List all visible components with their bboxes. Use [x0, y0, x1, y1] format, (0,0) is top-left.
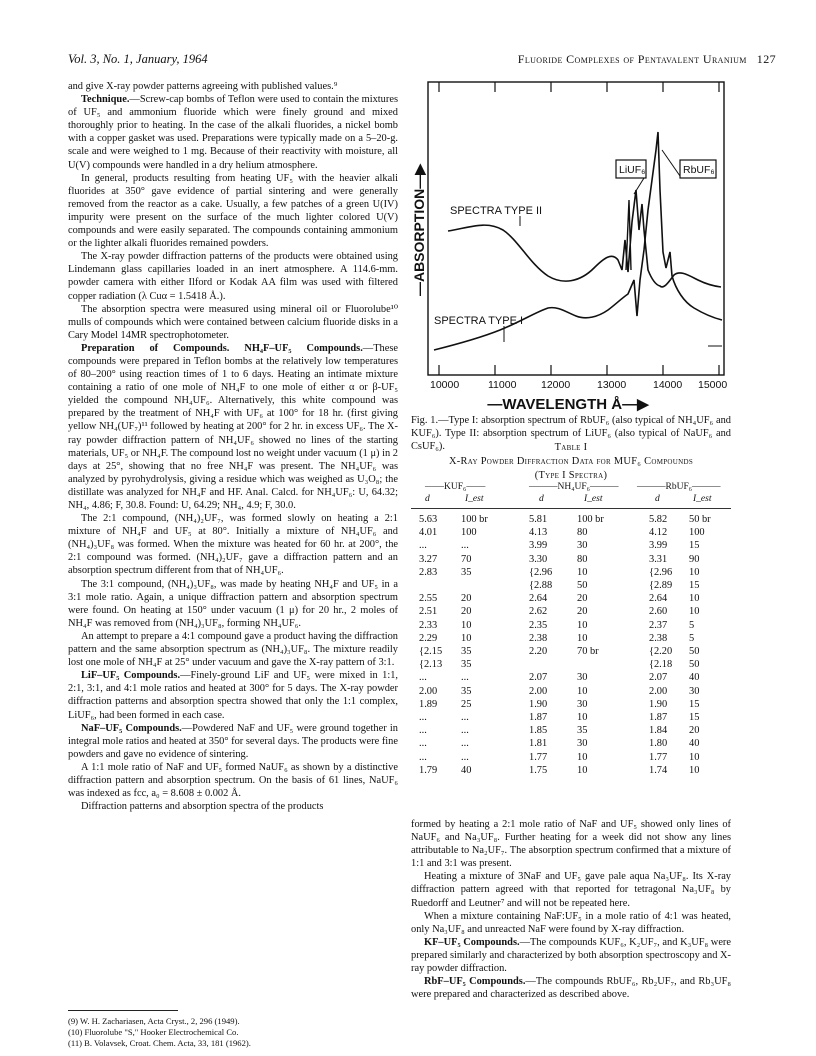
paragraph-heading: NaF–UF₅ Compounds.: [81, 722, 182, 734]
table-cell: ...: [461, 540, 469, 552]
paragraph-text: —These compounds were prepared in Teflon bombs at the relatively low temperatures of 80–200° using reaction times of 1 to 6 days. Heating an intimate mixture containing a ratio of one mole of NH₄F to one mole of either α or β-UF₅ yielded the compound NH₄UF₆. Alternatively, this white compound was prepared by the treatment of NH₄F with UF₆ at 100° for 18 hr. (first giving yellow NH₄(UF₇)¹¹ followed by heating at 200° for 2 hr. in excess UF₆. The X-ray powder diffraction pattern of NH₄UF₆ showed no lines of the starting materials, UF₅ or NH₄F. The compound lost no weight under vacuum (1 μ) in 2 days at 25°, showing that no free NH₄F was present. The NH₄UF₆ was analyzed by pyrohydrolysis, giving a residue which was weighed as U₃O₈; the distillate was analyzed for NH₄F and HF. Anal. Calcd. for NH₄UF₆: U, 64.32; NH₄, 4.86; F, 30.8. Found: U, 64.29; NH₄, 4.9; F, 30.0.: [68, 342, 398, 511]
table-cell: 2.00: [419, 685, 438, 697]
table-cell: ...: [419, 751, 427, 763]
table-cell: 4.12: [649, 527, 668, 539]
x-tick-label: 12000: [541, 379, 571, 391]
table-cell: 10: [689, 593, 700, 605]
table-cell: 1.77: [529, 751, 548, 763]
table-cell: 40: [461, 764, 472, 776]
table-cell: 80: [577, 553, 588, 565]
table-cell: 3.30: [529, 553, 548, 565]
table-cell: 4.01: [419, 527, 438, 539]
table-row: [411, 633, 731, 646]
table-cell: 70 br: [577, 646, 599, 657]
col-header-iest: I_est: [693, 494, 712, 504]
table-cell: 100 br: [461, 514, 488, 525]
table-cell: 3.99: [649, 540, 668, 552]
table-cell: {2.15: [419, 646, 443, 657]
paragraph-heading: Technique.: [81, 94, 130, 106]
table-cell: ...: [419, 725, 427, 737]
table-cell: 40: [689, 672, 700, 684]
table-group-header: ——KUF₆——: [425, 482, 486, 492]
table-cell: 1.81: [529, 738, 548, 750]
table-cell: 80: [577, 527, 588, 539]
table-cell: 30: [577, 540, 588, 552]
table-cell: 5: [689, 619, 695, 631]
table-cell: 3.99: [529, 540, 548, 552]
paragraph: [68, 93, 398, 172]
table-row: [411, 527, 731, 540]
table-cell: 10: [461, 619, 472, 631]
table-cell: 1.80: [649, 738, 668, 750]
table-cell: ...: [461, 725, 469, 737]
table-cell: 10: [461, 632, 472, 644]
footnote: (10) Fluorolube "S," Hooker Electrochemical Co.: [68, 1027, 239, 1037]
table-group-header: ———NH₄UF₆———: [529, 482, 619, 492]
table-cell: 2.00: [649, 685, 668, 697]
table-cell: 5.63: [419, 514, 438, 525]
table-cell: 2.62: [529, 606, 548, 618]
y-axis-label: —ABSORPTION—▶: [411, 163, 427, 297]
table-cell: 70: [461, 553, 472, 565]
group-rbuf6: RbUF₆: [665, 482, 693, 492]
right-column-text: [411, 818, 731, 1001]
paragraph: [68, 578, 398, 630]
table-cell: 2.20: [529, 646, 548, 657]
paragraph-text: Diffraction patterns and absorption spectra of the products: [81, 801, 324, 813]
table-cell: 2.38: [529, 632, 548, 644]
table-group-header: ———RbUF₆———: [637, 482, 721, 492]
table-cell: 1.77: [649, 751, 668, 763]
table-row: [411, 738, 731, 751]
table-cell: {2.96: [649, 566, 673, 578]
table-subtitle: X-Ray Powder Diffraction Data for MUF₆ Compounds: [448, 456, 694, 467]
paragraph: [411, 818, 731, 870]
footnote: (9) W. H. Zachariasen, Acta Cryst., 2, 296 (1949).: [68, 1016, 240, 1026]
table-cell: 10: [577, 712, 588, 723]
table-cell: 30: [577, 698, 588, 710]
table-cell: {2.88: [529, 580, 553, 591]
top-ticks: [439, 82, 719, 92]
table-cell: 2.33: [419, 619, 438, 631]
table-row: [411, 686, 731, 699]
paragraph-heading: RbF–UF₅ Compounds.: [424, 976, 526, 988]
table-cell: 10: [577, 764, 588, 776]
paragraph: [68, 722, 398, 761]
footnote: (11) B. Volavsek, Croat. Chem. Acta, 33, 181 (1962).: [68, 1038, 251, 1048]
table-cell: 1.90: [529, 698, 548, 710]
table-cell: 15: [689, 580, 700, 591]
table-cell: 35: [461, 659, 472, 671]
paragraph: [411, 910, 731, 936]
table-cell: ...: [419, 672, 427, 684]
table-row: [411, 540, 731, 553]
table-row: [411, 752, 731, 765]
table-cell: 10: [577, 685, 588, 697]
col-header-d: d: [425, 494, 430, 504]
plot-frame: [428, 82, 724, 375]
paragraph-text: Heating a mixture of 3NaF and UF₅ gave pale aqua Na₃UF₈. Its X-ray diffraction pattern agreed with that reported for tetragonal Na₃UF₈ by Ruedorff and Leutner⁷ and will not be repeated here.: [411, 871, 731, 909]
table-cell: 2.60: [649, 606, 668, 618]
paragraph-text: A 1:1 mole ratio of NaF and UF₅ formed NaUF₆ as shown by a distinctive diffraction pattern and absorption spectrum. On the basis of 61 lines, NaUF₆ was indexed as fcc, a₀ = 8.608 ± 0.002 Å.: [68, 761, 398, 800]
table-cell: 2.07: [649, 672, 668, 684]
table-cell: 25: [461, 698, 472, 710]
table-cell: ...: [461, 738, 469, 750]
paragraph: [68, 512, 398, 577]
table-cell: 20: [461, 606, 472, 618]
x-axis-label: —WAVELENGTH Å—▶: [487, 396, 649, 413]
table-subtitle-2: (Type I Spectra): [534, 470, 608, 481]
table-cell: 90: [689, 553, 700, 565]
table-cell: {2.20: [649, 646, 673, 657]
table-cell: 2.07: [529, 672, 548, 684]
table-rule: [411, 508, 731, 509]
table-cell: 10: [689, 751, 700, 763]
paragraph-text: The 2:1 compound, (NH₄)₂UF₇, was formed slowly on heating a 2:1 mixture of NH₄F and UF₅ at 80°. Initially a mixture of NH₄UF₆ and (NH₄)₃UF₈ was formed. When the mixture was heated for 60 hr. at 200°, the 2:1 compound was formed. (NH₄)₂UF₇ gave a diffraction pattern and an absorption spectrum different from that of NH₄UF₆.: [68, 513, 398, 577]
left-column-text: [68, 80, 398, 813]
table-cell: 2.55: [419, 593, 438, 605]
table-cell: 50 br: [689, 514, 711, 525]
paragraph-text: formed by heating a 2:1 mole ratio of NaF and UF₅ showed only lines of NaUF₆ and Na₃UF₈. Further heating for a week did not show any lines attributable to Na₂UF₇. The absorption spectrum confirmed that a mixture of 1:1 and 3:1 was present.: [411, 819, 731, 870]
paragraph-text: In general, products resulting from heating UF₅ with the heavier alkali fluorides at 350° gave evidence of partial sintering and were generally removed from the reactor as a cake. Usually, a few patches of a green U(IV) impurity were present on the surface of the much lighter colored U(V) compounds and were easily separated. The compounds containing ammonium or the lighter alkali fluorides remained powders.: [68, 172, 398, 250]
paragraph-text: —Powdered NaF and UF₅ were ground together in integral mole ratios and heated at 350° for several days. The products were fine powders and gave no evidence of sintering.: [68, 722, 398, 760]
paragraph-text: and give X-ray powder patterns agreeing with published values.⁹: [68, 81, 338, 92]
table-cell: 3.27: [419, 553, 438, 565]
pointer-liuf6: [634, 178, 644, 194]
paragraph-heading: LiF–UF₅ Compounds.: [81, 670, 181, 682]
x-tick-label: 11000: [488, 379, 517, 391]
table-cell: 1.89: [419, 698, 438, 710]
paragraph: [68, 761, 398, 800]
table-cell: 1.85: [529, 725, 548, 737]
table-row: [411, 514, 731, 527]
table-cell: ...: [419, 540, 427, 552]
col-header-d: d: [655, 494, 660, 504]
table-cell: 35: [461, 685, 472, 697]
table-cell: 30: [689, 685, 700, 697]
table-cell: 2.29: [419, 632, 438, 644]
running-header-title: [518, 52, 776, 67]
label-liuf6: LiUF₆: [619, 164, 646, 176]
table-cell: 2.35: [529, 619, 548, 631]
table-cell: 3.31: [649, 553, 668, 565]
table-cell: ...: [419, 738, 427, 750]
paragraph: [68, 342, 398, 512]
paragraph: [68, 303, 398, 342]
table-row: [411, 554, 731, 567]
table-cell: 15: [689, 698, 700, 710]
table-cell: 10: [577, 566, 588, 578]
table-cell: ...: [461, 672, 469, 684]
paragraph-text: —Finely-ground LiF and UF₅ were mixed in 1:1, 2:1, 3:1, and 4:1 mole ratios and heated at 300° for 5 days. The X-ray powder diffraction patterns and absorption spectra showed that only the 1:1 complex, LiUF₆, had been formed in each case.: [68, 670, 398, 721]
table-cell: {2.89: [649, 580, 673, 591]
paragraph-heading: Preparation of Compounds. NH₄F–UF₅ Compounds.: [81, 342, 363, 354]
table-cell: 35: [577, 725, 588, 737]
table-title: Table I: [554, 442, 588, 453]
table-cell: 5: [689, 632, 695, 644]
figure-caption: Fig. 1.—Type I: absorption spectrum of RbUF₆ (also typical of NH₄UF₆ and KUF₆). Type II: absorption spectrum of LiUF₆ (also typical of NaUF₆ and CsUF₆).: [411, 415, 731, 452]
table-cell: 20: [577, 593, 588, 605]
table-cell: 5.82: [649, 514, 668, 525]
table-cell: 2.64: [529, 593, 548, 605]
table-cell: 2.83: [419, 566, 438, 578]
paragraph: [68, 250, 398, 302]
table-cell: 1.84: [649, 725, 668, 737]
table-cell: ...: [461, 751, 469, 763]
x-tick-label: 14000: [653, 379, 683, 391]
table-row: [411, 567, 731, 580]
figure-1: [408, 80, 730, 415]
table-cell: 100: [461, 527, 477, 539]
bottom-ticks: [439, 365, 719, 375]
table-cell: 35: [461, 566, 472, 578]
table-cell: 2.00: [529, 685, 548, 697]
table-cell: 15: [689, 540, 700, 552]
paragraph-text: —The compounds KUF₆, K₂UF₇, and K₃UF₈ were prepared similarly and characterized by both absorption spectroscopy and X-ray powder diffraction.: [411, 936, 732, 975]
table-cell: ...: [419, 712, 427, 723]
table-cell: 10: [577, 632, 588, 644]
x-tick-labels: [430, 379, 727, 391]
x-tick-label: 10000: [430, 379, 460, 391]
absorption-spectra-plot: [408, 80, 730, 415]
table-cell: 100 br: [577, 514, 604, 525]
table-cell: 4.13: [529, 527, 548, 539]
table-row: [411, 672, 731, 685]
table-cell: 50: [689, 646, 700, 657]
paragraph-text: —Screw-cap bombs of Teflon were used to contain the mixtures of UF₅ and ammonium fluoride which were finely ground and mixed thoroughly prior to heating. In the case of the alkali fluorides, a nickel bomb with a copper gasket was used. Preparations were typically made on a 5–20-g. scale and were weighed to 1 mg. Because of their reactivity with moisture, all U(V) compounds were handled in a dry helium atmosphere.: [68, 94, 398, 171]
paragraph: [411, 936, 731, 975]
x-tick-label: 15000: [698, 379, 728, 391]
table-cell: 30: [577, 738, 588, 750]
table-cell: ...: [461, 712, 469, 723]
table-row: [411, 620, 731, 633]
table-cell: 10: [689, 764, 700, 776]
table-cell: {2.96: [529, 566, 553, 578]
running-title: Fluoride Complexes of Pentavalent Uranium: [517, 52, 747, 66]
col-header-d: d: [539, 494, 544, 504]
table-row: [411, 712, 731, 725]
table-row: [411, 593, 731, 606]
footnotes: [68, 1016, 398, 1049]
table-cell: 20: [461, 593, 472, 605]
label-spectra-type-ii: SPECTRA TYPE II: [450, 205, 543, 217]
table-cell: 2.37: [649, 619, 668, 631]
paragraph: [411, 870, 731, 909]
table-row: [411, 765, 731, 778]
group-kuf6: KUF₆: [444, 482, 467, 492]
paragraph-text: When a mixture containing NaF:UF₅ in a mole ratio of 4:1 was heated, only Na₃UF₈ and unreacted NaF were found by X-ray diffraction.: [411, 910, 731, 935]
table-cell: 100: [689, 527, 705, 539]
table-cell: 2.64: [649, 593, 668, 605]
pointer-rbuf6: [662, 150, 680, 176]
table-cell: 5.81: [529, 514, 548, 525]
table-cell: 2.38: [649, 632, 668, 644]
label-spectra-type-i: SPECTRA TYPE I: [434, 315, 524, 327]
table-cell: 20: [689, 725, 700, 737]
running-header-volume: Vol. 3, No. 1, January, 1964: [68, 52, 208, 66]
table-cell: 1.87: [529, 712, 548, 723]
table-cell: 1.87: [649, 712, 668, 723]
table-title-block: [411, 441, 731, 483]
table-cell: 10: [689, 566, 700, 578]
table-row: [411, 580, 731, 593]
table-cell: 10: [689, 606, 700, 618]
paragraph-heading: KF–UF₅ Compounds.: [424, 936, 520, 948]
table-cell: {2.13: [419, 659, 443, 671]
paragraph: [68, 80, 398, 93]
table-cell: 10: [577, 619, 588, 631]
paragraph: [68, 800, 398, 813]
paragraph: [411, 975, 731, 1001]
x-tick-label: 13000: [597, 379, 627, 391]
table-cell: 50: [577, 580, 588, 591]
table-cell: 10: [577, 751, 588, 763]
paragraph-text: The absorption spectra were measured using mineral oil or Fluorolube¹⁰ mulls of compounds which were contained between calcium fluoride disks in a Cary Model 14MR spectrophotometer.: [68, 303, 398, 341]
group-nh4uf6: NH₄UF₆: [557, 482, 590, 492]
table-cell: 50: [689, 659, 700, 671]
table-cell: 1.79: [419, 764, 438, 776]
paragraph-text: An attempt to prepare a 4:1 compound gave a product having the diffraction pattern and the same absorption spectrum as (NH₄)₃UF₈. The mixture readily lost one mole of NH₄F at 25° under vacuum and gave the X-ray pattern of 3:1.: [68, 630, 398, 669]
table-cell: {2.18: [649, 659, 673, 671]
col-header-iest: I_est: [584, 494, 603, 504]
table-row: [411, 646, 731, 659]
table-row: [411, 725, 731, 738]
table-cell: 15: [689, 712, 700, 723]
table-cell: 30: [577, 672, 588, 684]
paragraph: [68, 630, 398, 669]
paragraph-text: —The compounds RbUF₆, Rb₂UF₇, and Rb₃UF₈ were prepared and characterized as described above.: [411, 976, 731, 1001]
table-cell: 20: [577, 606, 588, 618]
table-row: [411, 659, 731, 672]
paragraph: [68, 172, 398, 251]
table-cell: 1.74: [649, 764, 668, 776]
table-cell: 1.75: [529, 764, 548, 776]
table-row: [411, 699, 731, 712]
col-header-iest: I_est: [465, 494, 484, 504]
paragraph-text: The 3:1 compound, (NH₄)₃UF₈, was made by heating NH₄F and UF₅ in a 3:1 mole ratio. Again, a unique diffraction pattern and absorption spectrum were found. On heating at 150° under vacuum (1 μ) for 20 hr., 2 moles of NH₄F was removed from (NH₄)₃UF₈, forming NH₄UF₆.: [68, 578, 398, 629]
table-row: [411, 606, 731, 619]
paragraph-text: The X-ray powder diffraction patterns of the products were obtained using Lindemann glass capillaries loaded in an inert atmosphere. A 114.6-mm. powder camera with either Ilford or Kodak AA film was used with filtered copper radiation (λ Cuα = 1.5418 Å.).: [68, 251, 398, 302]
table-cell: 35: [461, 646, 472, 657]
table-cell: 1.90: [649, 698, 668, 710]
footnote-rule: [68, 1010, 178, 1011]
label-rbuf6: RbUF₆: [683, 164, 715, 176]
page-number: 127: [756, 52, 776, 66]
table-cell: 40: [689, 738, 700, 750]
paragraph: [68, 669, 398, 721]
table-cell: 2.51: [419, 606, 438, 618]
